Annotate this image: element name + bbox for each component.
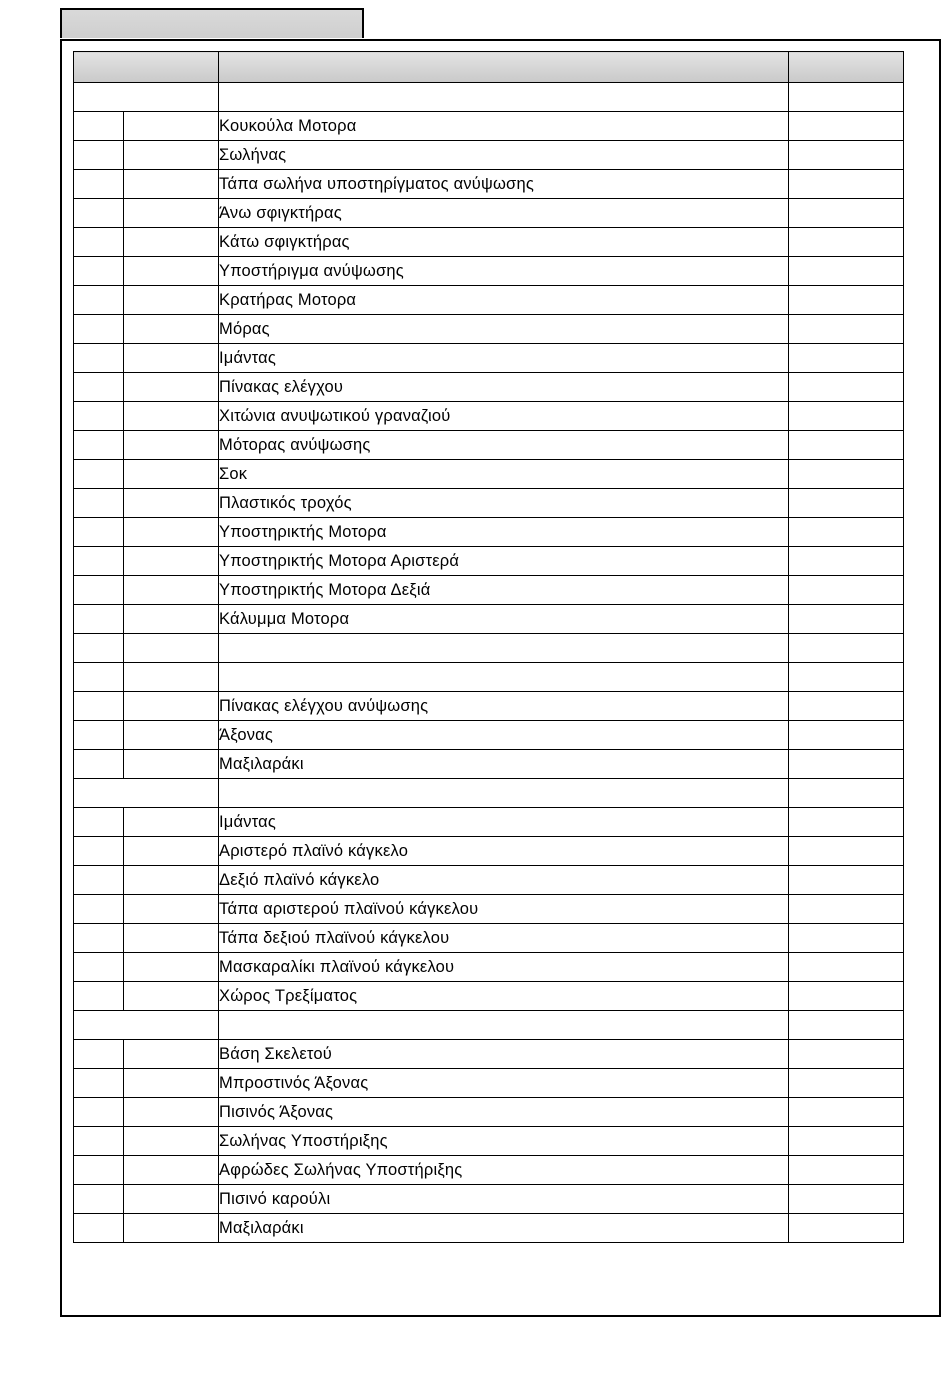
row-index-cell [74,1156,124,1185]
row-part-name: Πισινό καρούλι [219,1185,789,1214]
table-row [74,837,904,866]
row-code-cell [124,547,219,576]
row-code-cell [124,750,219,779]
row-quantity-cell [789,837,904,866]
table-row [74,605,904,634]
section-quantity-cell [789,779,904,808]
row-index-cell [74,373,124,402]
table-row [74,141,904,170]
table-row [74,982,904,1011]
row-part-name: Κρατήρας Μοτορα [219,286,789,315]
row-part-name: Τάπα σωλήνα υποστηρίγματος ανύψωσης [219,170,789,199]
table-row [74,315,904,344]
section-code-cell [74,1011,219,1040]
row-part-name: Μπροστινός Άξονας [219,1069,789,1098]
row-part-name: Άξονας [219,721,789,750]
row-code-cell [124,1185,219,1214]
row-index-cell [74,924,124,953]
row-index-cell [74,837,124,866]
row-code-cell [124,576,219,605]
row-part-name: Ιμάντας [219,344,789,373]
row-quantity-cell [789,170,904,199]
row-code-cell [124,634,219,663]
table-row [74,402,904,431]
table-row [74,1185,904,1214]
table-row [74,721,904,750]
table-row [74,257,904,286]
row-quantity-cell [789,924,904,953]
table-row [74,576,904,605]
row-index-cell [74,1098,124,1127]
row-index-cell [74,982,124,1011]
row-code-cell [124,953,219,982]
row-index-cell [74,547,124,576]
row-index-cell [74,953,124,982]
row-index-cell [74,315,124,344]
section-quantity-cell [789,1011,904,1040]
row-part-name: Κουκούλα Μοτορα [219,112,789,141]
row-part-name: Πισινός Άξονας [219,1098,789,1127]
row-quantity-cell [789,953,904,982]
row-quantity-cell [789,605,904,634]
row-code-cell [124,692,219,721]
row-part-name: Μότορας ανύψωσης [219,431,789,460]
row-code-cell [124,837,219,866]
row-part-name: Αφρώδες Σωλήνας Υποστήριξης [219,1156,789,1185]
table-row [74,750,904,779]
row-index-cell [74,895,124,924]
row-quantity-cell [789,199,904,228]
table-row [74,489,904,518]
row-part-name: Τάπα δεξιού πλαϊνού κάγκελου [219,924,789,953]
row-index-cell [74,808,124,837]
row-quantity-cell [789,750,904,779]
row-index-cell [74,199,124,228]
row-quantity-cell [789,112,904,141]
row-index-cell [74,1040,124,1069]
row-part-name: Σωλήνας [219,141,789,170]
table-row [74,373,904,402]
row-quantity-cell [789,1185,904,1214]
row-part-name: Σωλήνας Υποστήριξης [219,1127,789,1156]
table-header-row [74,52,904,83]
row-part-name: Πίνακας ελέγχου ανύψωσης [219,692,789,721]
row-index-cell [74,663,124,692]
row-index-cell [74,576,124,605]
row-part-name: Υποστήριγμα ανύψωσης [219,257,789,286]
table-row [74,663,904,692]
table-row [74,924,904,953]
row-code-cell [124,489,219,518]
row-code-cell [124,257,219,286]
row-part-name: Χιτώνια ανυψωτικού γραναζιού [219,402,789,431]
section-header-row [74,83,904,112]
row-index-cell [74,721,124,750]
row-index-cell [74,402,124,431]
row-part-name: Πίνακας ελέγχου [219,373,789,402]
row-code-cell [124,344,219,373]
table-row [74,518,904,547]
row-part-name: Υποστηρικτής Μοτορα Αριστερά [219,547,789,576]
section-header-row [74,779,904,808]
table-row [74,895,904,924]
row-part-name: Υποστηρικτής Μοτορα [219,518,789,547]
row-code-cell [124,1069,219,1098]
row-quantity-cell [789,895,904,924]
row-part-name: Αριστερό πλαϊνό κάγκελο [219,837,789,866]
row-code-cell [124,199,219,228]
row-index-cell [74,489,124,518]
row-code-cell [124,315,219,344]
row-code-cell [124,1214,219,1243]
row-index-cell [74,431,124,460]
table-row [74,431,904,460]
row-code-cell [124,286,219,315]
row-part-name: Μασκαραλίκι πλαϊνού κάγκελου [219,953,789,982]
row-quantity-cell [789,576,904,605]
row-code-cell [124,112,219,141]
section-code-cell [74,83,219,112]
table-row [74,1040,904,1069]
table-row [74,1069,904,1098]
row-part-name: Άνω σφιγκτήρας [219,199,789,228]
sheet-tab [60,8,364,38]
row-quantity-cell [789,286,904,315]
table-row [74,1214,904,1243]
row-index-cell [74,141,124,170]
row-code-cell [124,866,219,895]
row-part-name: Πλαστικός τροχός [219,489,789,518]
table-row [74,1127,904,1156]
row-part-name: Υποστηρικτής Μοτορα Δεξιά [219,576,789,605]
row-index-cell [74,1214,124,1243]
row-part-name: Δεξιό πλαϊνό κάγκελο [219,866,789,895]
row-code-cell [124,518,219,547]
table-row [74,228,904,257]
row-index-cell [74,692,124,721]
row-code-cell [124,982,219,1011]
row-index-cell [74,866,124,895]
table-row [74,547,904,576]
row-index-cell [74,286,124,315]
table-row [74,808,904,837]
header-cell-description [219,52,789,83]
row-part-name: Κάλυμμα Μοτορα [219,605,789,634]
row-code-cell [124,808,219,837]
row-index-cell [74,344,124,373]
row-quantity-cell [789,808,904,837]
row-quantity-cell [789,460,904,489]
row-code-cell [124,141,219,170]
table-row [74,286,904,315]
parts-table [73,51,904,1243]
row-part-name: Μαξιλαράκι [219,1214,789,1243]
row-quantity-cell [789,721,904,750]
header-cell-code [74,52,219,83]
table-row [74,112,904,141]
row-quantity-cell [789,866,904,895]
row-quantity-cell [789,1127,904,1156]
section-quantity-cell [789,83,904,112]
row-quantity-cell [789,1156,904,1185]
row-quantity-cell [789,315,904,344]
row-code-cell [124,1098,219,1127]
row-part-name [219,663,789,692]
row-quantity-cell [789,982,904,1011]
table-body [74,83,904,1243]
row-quantity-cell [789,344,904,373]
row-index-cell [74,605,124,634]
row-part-name [219,634,789,663]
row-quantity-cell [789,257,904,286]
row-quantity-cell [789,1040,904,1069]
row-code-cell [124,373,219,402]
table-row [74,692,904,721]
row-part-name: Ιμάντας [219,808,789,837]
row-code-cell [124,1156,219,1185]
row-index-cell [74,1127,124,1156]
row-part-name: Κάτω σφιγκτήρας [219,228,789,257]
row-index-cell [74,228,124,257]
section-title-cell [219,83,789,112]
row-part-name: Μαξιλαράκι [219,750,789,779]
table-row [74,866,904,895]
row-code-cell [124,721,219,750]
row-quantity-cell [789,1214,904,1243]
table-row [74,953,904,982]
table-row [74,1098,904,1127]
row-quantity-cell [789,663,904,692]
row-quantity-cell [789,518,904,547]
row-code-cell [124,431,219,460]
section-code-cell [74,779,219,808]
row-part-name: Μόρας [219,315,789,344]
row-quantity-cell [789,141,904,170]
row-code-cell [124,895,219,924]
table-row [74,344,904,373]
row-code-cell [124,1040,219,1069]
row-quantity-cell [789,547,904,576]
row-code-cell [124,170,219,199]
row-index-cell [74,750,124,779]
row-quantity-cell [789,1098,904,1127]
row-part-name: Τάπα αριστερού πλαϊνού κάγκελου [219,895,789,924]
row-index-cell [74,257,124,286]
section-title-cell [219,779,789,808]
table-row [74,1156,904,1185]
row-quantity-cell [789,402,904,431]
header-cell-quantity [789,52,904,83]
row-part-name: Σοκ [219,460,789,489]
row-quantity-cell [789,373,904,402]
table-row [74,199,904,228]
row-code-cell [124,402,219,431]
table-row [74,460,904,489]
row-code-cell [124,228,219,257]
row-quantity-cell [789,228,904,257]
row-quantity-cell [789,489,904,518]
row-index-cell [74,112,124,141]
row-code-cell [124,663,219,692]
row-quantity-cell [789,431,904,460]
row-index-cell [74,460,124,489]
table-row [74,634,904,663]
table-row [74,170,904,199]
row-code-cell [124,1127,219,1156]
row-quantity-cell [789,692,904,721]
row-quantity-cell [789,634,904,663]
row-quantity-cell [789,1069,904,1098]
row-index-cell [74,170,124,199]
row-part-name: Βάση Σκελετού [219,1040,789,1069]
row-index-cell [74,634,124,663]
row-code-cell [124,605,219,634]
section-header-row [74,1011,904,1040]
section-title-cell [219,1011,789,1040]
row-index-cell [74,1185,124,1214]
row-index-cell [74,518,124,547]
row-part-name: Χώρος Τρεξίματος [219,982,789,1011]
row-index-cell [74,1069,124,1098]
row-code-cell [124,460,219,489]
row-code-cell [124,924,219,953]
